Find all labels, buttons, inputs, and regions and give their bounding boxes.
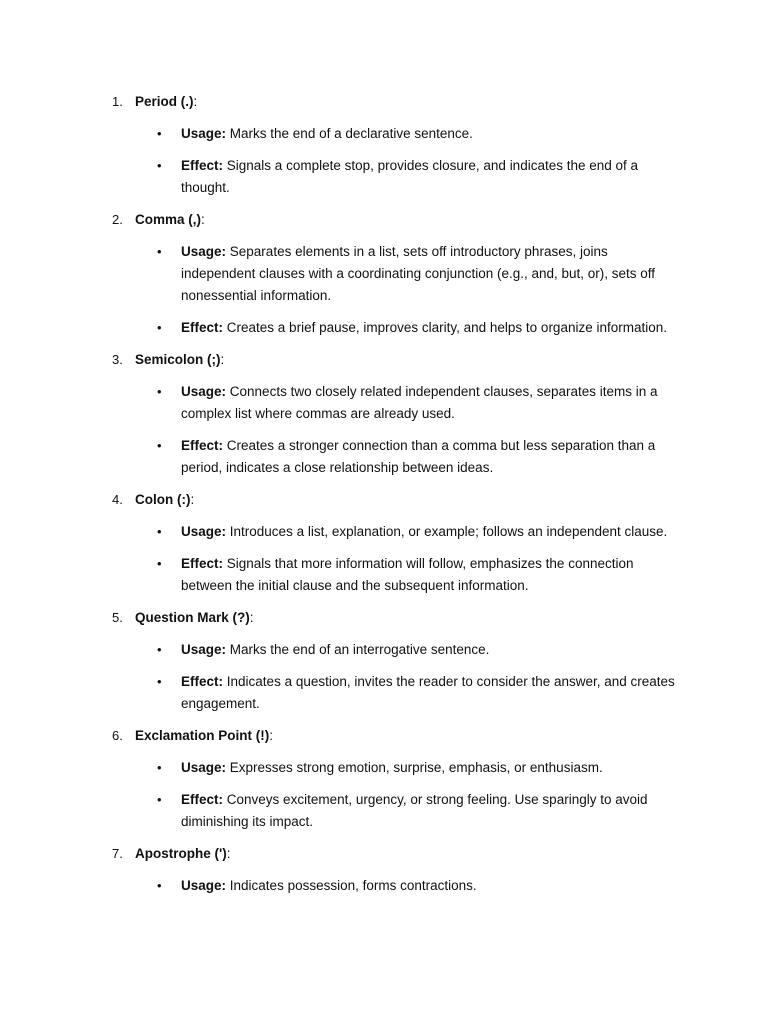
sub-item-body: Expresses strong emotion, surprise, emphasis, or enthusiasm.: [229, 760, 603, 775]
sub-list-item: [0, 435, 768, 479]
item-title-text: Apostrophe ('): [135, 846, 227, 861]
sub-item-label: Effect:: [181, 438, 224, 453]
bullet-icon: •: [157, 158, 162, 173]
bullet-icon: •: [157, 792, 162, 807]
sub-item-text: [181, 789, 681, 833]
bullet-icon: •: [157, 642, 162, 657]
sub-list-item: [0, 155, 768, 199]
item-title-colon: :: [269, 728, 274, 743]
list-number: 5.: [112, 610, 123, 625]
list-item: [0, 489, 768, 597]
sub-item-text: [181, 521, 681, 543]
bullet-icon: •: [157, 674, 162, 689]
item-title: [135, 91, 197, 113]
bullet-icon: •: [157, 384, 162, 399]
sub-item-label: Effect:: [181, 158, 224, 173]
sub-item-label: Usage:: [181, 244, 227, 259]
sub-item-body: Introduces a list, explanation, or example; follows an independent clause.: [229, 524, 668, 539]
list-item-heading: [0, 349, 768, 371]
sub-list-item: [0, 789, 768, 833]
sub-item-text: [181, 757, 681, 779]
sub-item-label: Effect:: [181, 674, 224, 689]
list-item: [0, 349, 768, 479]
sub-item-text: [181, 241, 681, 307]
list-item: [0, 91, 768, 199]
sub-item-body: Marks the end of a declarative sentence.: [229, 126, 473, 141]
sub-item-label: Usage:: [181, 126, 227, 141]
item-title-text: Exclamation Point (!): [135, 728, 270, 743]
sub-list-item: [0, 875, 768, 897]
sub-item-body: Creates a brief pause, improves clarity, and helps to organize information.: [226, 320, 668, 335]
sub-item-body: Signals a complete stop, provides closure, and indicates the end of a thought.: [181, 158, 639, 195]
sub-list-item: [0, 757, 768, 779]
list-number: 2.: [112, 212, 123, 227]
list-item-heading: [0, 843, 768, 865]
item-title-text: Comma (,): [135, 212, 202, 227]
sub-list: [0, 241, 768, 339]
list-number: 7.: [112, 846, 123, 861]
bullet-icon: •: [157, 320, 162, 335]
sub-item-label: Usage:: [181, 384, 227, 399]
list-item-heading: [0, 91, 768, 113]
sub-list-item: [0, 639, 768, 661]
sub-item-body: Indicates a question, invites the reader to consider the answer, and creates engagement.: [181, 674, 675, 711]
sub-item-body: Separates elements in a list, sets off introductory phrases, joins independent clauses with a coordinating conjunction (e.g., and, but, or), sets off nonessential information.: [181, 244, 656, 303]
bullet-icon: •: [157, 524, 162, 539]
punctuation-list: [0, 91, 768, 907]
bullet-icon: •: [157, 878, 162, 893]
sub-list-item: [0, 553, 768, 597]
sub-item-body: Connects two closely related independent clauses, separates items in a complex list where commas are already used.: [181, 384, 658, 421]
sub-item-text: [181, 875, 681, 897]
item-title-colon: :: [193, 94, 198, 109]
sub-item-text: [181, 435, 681, 479]
item-title-colon: :: [226, 846, 231, 861]
sub-list: [0, 381, 768, 479]
bullet-icon: •: [157, 438, 162, 453]
sub-item-body: Creates a stronger connection than a comma but less separation than a period, indicates a close relationship between ideas.: [181, 438, 656, 475]
sub-list: [0, 639, 768, 715]
item-title: [135, 489, 194, 511]
item-title: [135, 843, 230, 865]
list-number: 4.: [112, 492, 123, 507]
list-item-heading: [0, 209, 768, 231]
item-title: [135, 349, 224, 371]
item-title-colon: :: [190, 492, 195, 507]
item-title: [135, 209, 205, 231]
sub-item-body: Conveys excitement, urgency, or strong feeling. Use sparingly to avoid diminishing its impact.: [181, 792, 648, 829]
item-title: [135, 607, 254, 629]
sub-item-text: [181, 671, 681, 715]
bullet-icon: •: [157, 760, 162, 775]
item-title-colon: :: [201, 212, 205, 227]
item-title-text: Period (.): [135, 94, 194, 109]
sub-item-body: Signals that more information will follow, emphasizes the connection between the initial clause and the subsequent information.: [181, 556, 634, 593]
sub-item-label: Effect:: [181, 556, 224, 571]
sub-list-item: [0, 123, 768, 145]
sub-list-item: [0, 381, 768, 425]
sub-list-item: [0, 317, 768, 339]
list-item: [0, 209, 768, 339]
sub-item-text: [181, 123, 681, 145]
list-number: 3.: [112, 352, 123, 367]
list-item: [0, 725, 768, 833]
sub-list: [0, 875, 768, 897]
list-number: 6.: [112, 728, 123, 743]
item-title-colon: :: [249, 610, 254, 625]
item-title-text: Colon (:): [135, 492, 191, 507]
sub-list-item: [0, 241, 768, 307]
item-title: [135, 725, 273, 747]
list-item: [0, 607, 768, 715]
sub-list: [0, 757, 768, 833]
sub-item-body: Indicates possession, forms contractions.: [229, 878, 477, 893]
sub-item-label: Usage:: [181, 878, 227, 893]
list-item-heading: [0, 607, 768, 629]
item-title-text: Question Mark (?): [135, 610, 250, 625]
bullet-icon: •: [157, 556, 162, 571]
bullet-icon: •: [157, 244, 162, 259]
bullet-icon: •: [157, 126, 162, 141]
sub-item-text: [181, 155, 681, 199]
sub-list-item: [0, 521, 768, 543]
sub-item-text: [181, 381, 681, 425]
sub-item-label: Effect:: [181, 320, 224, 335]
sub-list-item: [0, 671, 768, 715]
sub-item-label: Effect:: [181, 792, 224, 807]
sub-list: [0, 123, 768, 199]
sub-item-body: Marks the end of an interrogative sentence.: [229, 642, 490, 657]
list-item-heading: [0, 489, 768, 511]
sub-list: [0, 521, 768, 597]
list-item-heading: [0, 725, 768, 747]
item-title-text: Semicolon (;): [135, 352, 221, 367]
list-item: [0, 843, 768, 897]
sub-item-text: [181, 553, 681, 597]
list-number: 1.: [112, 94, 123, 109]
sub-item-label: Usage:: [181, 642, 227, 657]
sub-item-label: Usage:: [181, 524, 227, 539]
item-title-colon: :: [220, 352, 225, 367]
sub-item-text: [181, 317, 681, 339]
sub-item-label: Usage:: [181, 760, 227, 775]
sub-item-text: [181, 639, 681, 661]
